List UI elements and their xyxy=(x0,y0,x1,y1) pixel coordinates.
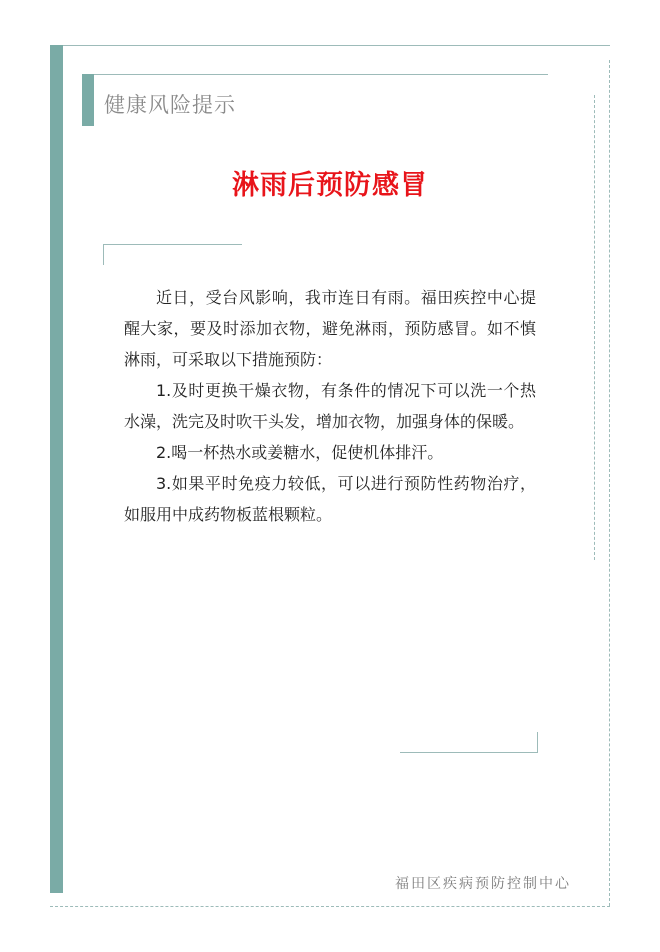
corner-bracket-bottom-right xyxy=(400,732,538,753)
header-divider-line xyxy=(94,74,548,75)
tip-paragraph-1: 1.及时更换干燥衣物，有条件的情况下可以洗一个热水澡，洗完及时吹干头发，增加衣物，加强身体的保暖。 xyxy=(124,381,536,431)
article-body xyxy=(124,282,536,530)
tip-paragraph-2: 2.喝一杯热水或姜糖水，促使机体排汗。 xyxy=(156,443,444,462)
frame-bottom-dashed-border xyxy=(50,906,610,907)
tip-paragraph-3: 3.如果平时免疫力较低，可以进行预防性药物治疗，如服用中成药物板蓝根颗粒。 xyxy=(124,474,536,524)
frame-top-border xyxy=(50,45,610,46)
page-title: 淋雨后预防感冒 xyxy=(232,170,428,201)
corner-bracket-top-left xyxy=(103,244,242,265)
intro-paragraph: 近日，受台风影响，我市连日有雨。福田疾控中心提醒大家，要及时添加衣物，避免淋雨，预防感冒。如不慎淋雨，可采取以下措施预防： xyxy=(124,288,536,369)
footer-organization: 福田区疾病预防控制中心 xyxy=(395,876,571,892)
header-title: 健康风险提示 xyxy=(104,93,236,117)
header-accent-block xyxy=(82,74,94,126)
